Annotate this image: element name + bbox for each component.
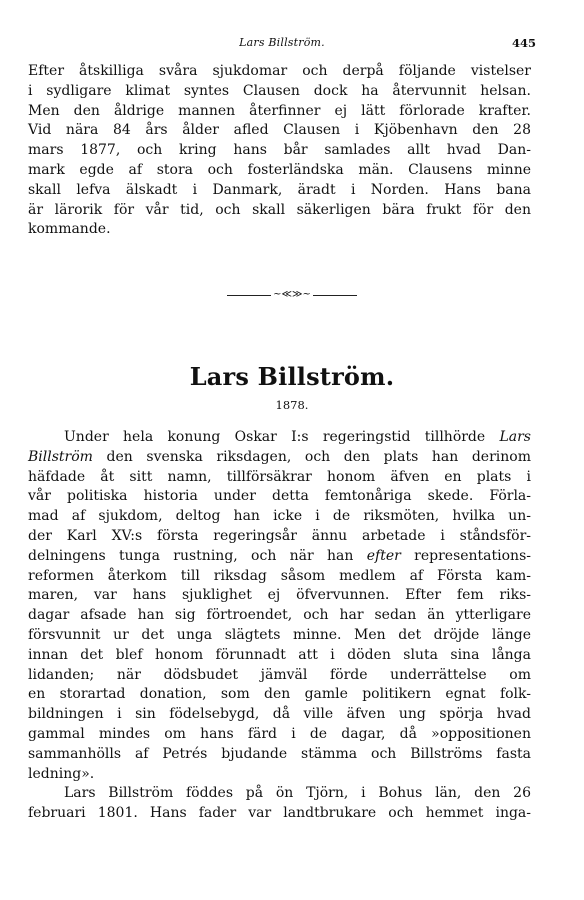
paragraph-billstrom-intro [28, 428, 531, 824]
text-line: Vid nära 84 års ålder afled Clausen i Kjöbenhavn den 28 [28, 122, 531, 139]
text-segment: representations- [400, 547, 531, 564]
text-line: der Karl XV:s första regeringsår ännu arbetade i ståndsför- [28, 527, 531, 544]
emphasis-name: Billström [28, 448, 93, 465]
text-line: mars 1877, och kring hans bår samlades allt hvad Dan- [28, 142, 531, 159]
text-line: gammal mindes om hans färd i de dagar, då »oppositionen [28, 725, 531, 742]
text-line: kommande. [28, 221, 111, 238]
text-line: maren, var hans sjuklighet ej öfvervunnen. Efter fem riks- [28, 587, 531, 604]
chapter-heading: Lars Billström. [189, 362, 395, 391]
text-line: sammanhölls af Petrés bjudande stämma och Billströms fasta [28, 745, 531, 762]
text-segment: delningens tunga rustning, och när han [28, 547, 367, 564]
text-line: bildningen i sin födelsebygd, då ville äfven ung spörja hvad [28, 706, 531, 723]
text-line: försvunnit ur det unga slägtets minne. Men det dröjde länge [28, 626, 531, 643]
page-number: 445 [511, 36, 536, 50]
text-line [28, 448, 531, 468]
text-segment: den svenska riksdagen, och den plats han derinom [92, 448, 531, 465]
text-line: i sydligare klimat syntes Clausen dock ha återvunnit helsan. [28, 82, 531, 99]
text-line: en storartad donation, som den gamle politikern egnat folk- [28, 686, 531, 703]
text-line: vår politiska historia under detta femtonåriga skede. Förla- [28, 488, 531, 505]
text-line [28, 547, 531, 567]
text-line: dagar afsade han sig förtroendet, och har sedan än ytterligare [28, 607, 531, 624]
text-line: mark egde af stora och fosterländska män. Clausens minne [28, 161, 531, 178]
text-line: Efter åtskilliga svåra sjukdomar och derpå följande vistelser [28, 63, 531, 79]
running-title: Lars Billström. [239, 36, 325, 49]
divider-rule-left [227, 295, 271, 296]
text-line: innan det blef honom förunnadt att i döden sluta sina långa [28, 646, 531, 663]
divider-rule-right [313, 295, 357, 296]
paragraph-clausen-ending [28, 62, 531, 240]
text-line: Lars Billström föddes på ön Tjörn, i Bohus län, den 26 [64, 785, 531, 802]
text-line: är lärorik för vår tid, och skall säkerligen bära frukt för den [28, 201, 531, 218]
text-line: mad af sjukdom, deltog han icke i de riksmöten, hvilka un- [28, 508, 531, 525]
text-line [28, 428, 531, 448]
text-line: häfdade åt sitt namn, tillförsäkrar honom äfven en plats i [28, 468, 531, 485]
divider-ornament-icon: ~≪≫~ [273, 289, 311, 300]
section-divider [0, 288, 584, 302]
text-line: februari 1801. Hans fader var landtbrukare och hemmet inga- [28, 805, 531, 822]
text-line: skall lefva älskadt i Danmark, äradt i Norden. Hans bana [28, 181, 531, 198]
emphasis-word: efter [366, 547, 401, 564]
text-line: ledning». [28, 765, 95, 782]
chapter-year: 1878. [275, 398, 309, 412]
text-line: reformen återkom till riksdag såsom medlem af Första kam- [28, 567, 531, 584]
text-segment: Under hela konung Oskar I:s regeringstid tillhörde [64, 429, 500, 445]
running-head [28, 36, 536, 54]
text-line: Men den åldrige mannen återfinner ej lätt förlorade krafter. [28, 102, 531, 119]
emphasis-name: Lars [499, 429, 531, 445]
text-line: lidanden; när dödsbudet jämväl förde underrättelse om [28, 666, 531, 683]
